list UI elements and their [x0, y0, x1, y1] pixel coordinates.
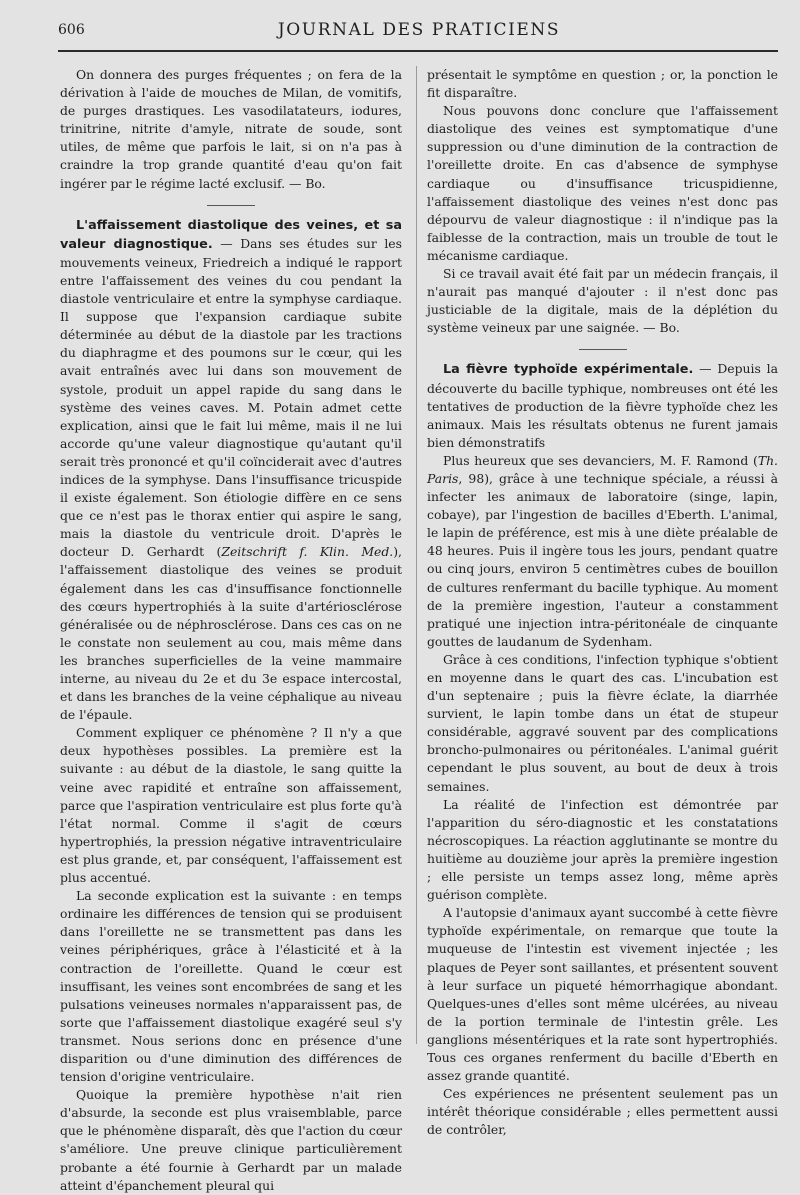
right-column	[421, 66, 779, 1138]
article-paragraph: La réalité de l'infection est démontrée par l'apparition du séro-diagnostic et les constatations nécroscopiques. La réaction agglutinante se montre du huitième au douzième jour après la première ingestion ; elle persiste un temps assez long, même après guérison complète.	[427, 796, 778, 903]
citation: Th. Paris	[427, 452, 778, 486]
article-paragraph: La seconde explication est la suivante : en temps ordinaire les différences de tension qui se produisent dans l'oreillette ne se transmettent pas dans les veines périphériques, grâce à l'élasticité et à la contraction de l'oreillette. Quand le cœur est insuffisant, les veines sont encombrées de sang et les pulsations veineuses normales n'apparaissent pas, de sorte que l'affaissement diastolique exagéré seul s'y transmet. Nous serions donc en présence d'une disparition ou d'une diminution des différences de tension d'origine ventriculaire.	[60, 888, 402, 1085]
continued-paragraph: présentait le symptôme en question ; or, la ponction le fit disparaître.	[427, 67, 778, 101]
article-paragraph: Si ce travail avait été fait par un médecin français, il n'aurait pas manqué d'ajouter : il n'est donc pas justiciable de la digitale, mais de la déplétion du système veineux par une saignée. — Bo.	[427, 266, 778, 336]
article-paragraph	[427, 360, 778, 451]
article-text: ), l'affaissement diastolique des veines se produit également dans les cas d'insuffisance fonctionnelle des cœurs hypertrophiés à la suite d'artériosclérose généralisée ou de néphrosclérose. Dans ces cas on ne le constate non seulement au cou, mais même dans les branches superficielles de la veine mammaire interne, au niveau du 2e et du 3e espace intercostal, et dans les branches de la veine céphalique au niveau de l'épaule.	[60, 544, 402, 723]
article-text: Plus heureux que ses devanciers, M. F. Ramond (	[443, 452, 758, 468]
article-paragraph: Comment expliquer ce phénomène ? Il n'y a que deux hypothèses possibles. La première est la suivante : au début de la diastole, le sang quitte la veine avec rapidité et entraîne son affaissement, parce que l'aspiration ventriculaire est plus forte qu'à l'état normal. Comme il s'agit de cœurs hypertrophiés, la pression négative intraventriculaire est plus grande, et, par conséquent, l'affaissement est plus accentué.	[60, 725, 402, 886]
article-paragraph: Grâce à ces conditions, l'infection typhique s'obtient en moyenne dans le quart des cas. L'incubation est d'un septenaire ; puis la fièvre éclate, la diarrhée survient, le lapin tombe dans un état de stupeur considérable, aggravé souvent par des complications broncho-pulmonaires ou péritonéales. L'animal guérit cependant le plus souvent, au bout de deux à trois semaines.	[427, 651, 778, 794]
article-text: — Dans ses études sur les mouvements veineux, Friedreich a indiqué le rapport entre l'affaissement des veines du cou pendant la diastole ventriculaire et entre la symphyse cardiaque. Il suppose que l'expansion cardiaque subite déterminée au début de la diastole par les tractions du diaphragme et des poumons sur le cœur, qui les avait entraînés avec lui dans son mouvement de systole, produit un appel rapide du sang dans le système des veines caves. M. Potain admet cette explication, ainsi que le fait lui même, mais il ne lui accorde qu'une valeur diagnostique qu'autant qu'il serait très prononcé et qu'il coïnciderait avec d'autres indices de la symphyse. Dans l'insuffisance tricuspide il existe également. Son étiologie diffère en ce sens que ce n'est pas le thorax entier qui aspire le sang, mais la diastole du ventricule droit. D'après le docteur D. Gerhardt (	[60, 235, 402, 560]
page-header	[58, 20, 780, 46]
article-paragraph	[427, 452, 778, 651]
article-paragraph: Quoique la première hypothèse n'ait rien d'absurde, la seconde est plus vraisemblable, parce que le phénomène disparaît, dès que l'action du cœur s'améliore. Une preuve clinique particulièrement probante a été fournie à Gerhardt par un malade atteint d'épanchement pleural qui	[60, 1087, 402, 1193]
article-paragraph: Nous pouvons donc conclure que l'affaissement diastolique des veines est symptomatique d'une suppression ou d'une diminution de la contraction de l'oreillette droite. En cas d'absence de symphyse cardiaque ou d'insuffisance tricuspidienne, l'affaissement diastolique des veines n'est donc pas dépourvu de valeur diagnostique : il n'indique pas la faiblesse de la contraction, mais un trouble de tout le mécanisme cardiaque.	[427, 103, 778, 263]
article-separator	[579, 349, 627, 350]
intro-paragraph: On donnera des purges fréquentes ; on fera de la dérivation à l'aide de mouches de Milan, de vomitifs, de purges drastiques. Les vasodilatateurs, iodures, trinitrine, nitrite d'amyle, nitrate de soude, sont utiles, de même que parfois le lait, si on n'a pas à craindre la trop grande quantité d'eau qu'on fait ingérer par le régime lacté exclusif. — Bo.	[60, 67, 402, 191]
article-paragraph: Ces expériences ne présentent seulement pas un intérêt théorique considérable ; elles permettent aussi de contrôler,	[427, 1086, 778, 1138]
article-paragraph	[60, 216, 402, 725]
page-number: 606	[58, 22, 85, 38]
left-column	[60, 66, 412, 1193]
header-rule	[58, 50, 778, 52]
article-text: , 98), grâce à une technique spéciale, a réussi à infecter les animaux de laboratoire (singe, lapin, cobaye), par l'ingestion de bacilles d'Eberth. L'animal, le lapin de préférence, est mis à une diète préalable de 48 heures. Puis il ingère tous les jours, pendant quatre ou cinq jours, environ 5 centimètres cubes de bouillon de cultures renfermant du bacille typhique. Au moment de la première ingestion, l'auteur a constamment pratiqué une injection intra-péritonéale de cinquante gouttes de laudanum de Sydenham.	[427, 470, 778, 649]
article-text: — Depuis la découverte du bacille typhique, nombreuses ont été les tentatives de production de la fièvre typhoïde chez les animaux. Mais les résultats obtenus ne furent jamais bien démonstratifs	[427, 361, 779, 450]
article-title: L'affaissement diastolique des veines, et sa valeur diagnostique.	[60, 217, 402, 252]
column-divider	[416, 66, 417, 1044]
article-separator	[207, 205, 255, 206]
article-title: La fièvre typhoïde expérimentale.	[443, 362, 694, 378]
article-paragraph: A l'autopsie d'animaux ayant succombé à cette fièvre typhoïde expérimentale, on remarque que toute la muqueuse de l'intestin est vivement injectée ; les plaques de Peyer sont saillantes, et présentent souvent à leur surface un piqueté hémorrhagique abondant. Quelques-unes d'elles sont même ulcérées, au niveau de la portion terminale de l'intestin grêle. Les ganglions mésentériques et la rate sont hypertrophiés. Tous ces organes renferment du bacille d'Eberth en assez grande quantité.	[427, 905, 778, 1084]
journal-title: JOURNAL DES PRATICIENS	[277, 20, 561, 40]
citation: Zeitschrift f. Klin. Med.	[221, 544, 394, 560]
text-columns	[60, 66, 779, 1193]
